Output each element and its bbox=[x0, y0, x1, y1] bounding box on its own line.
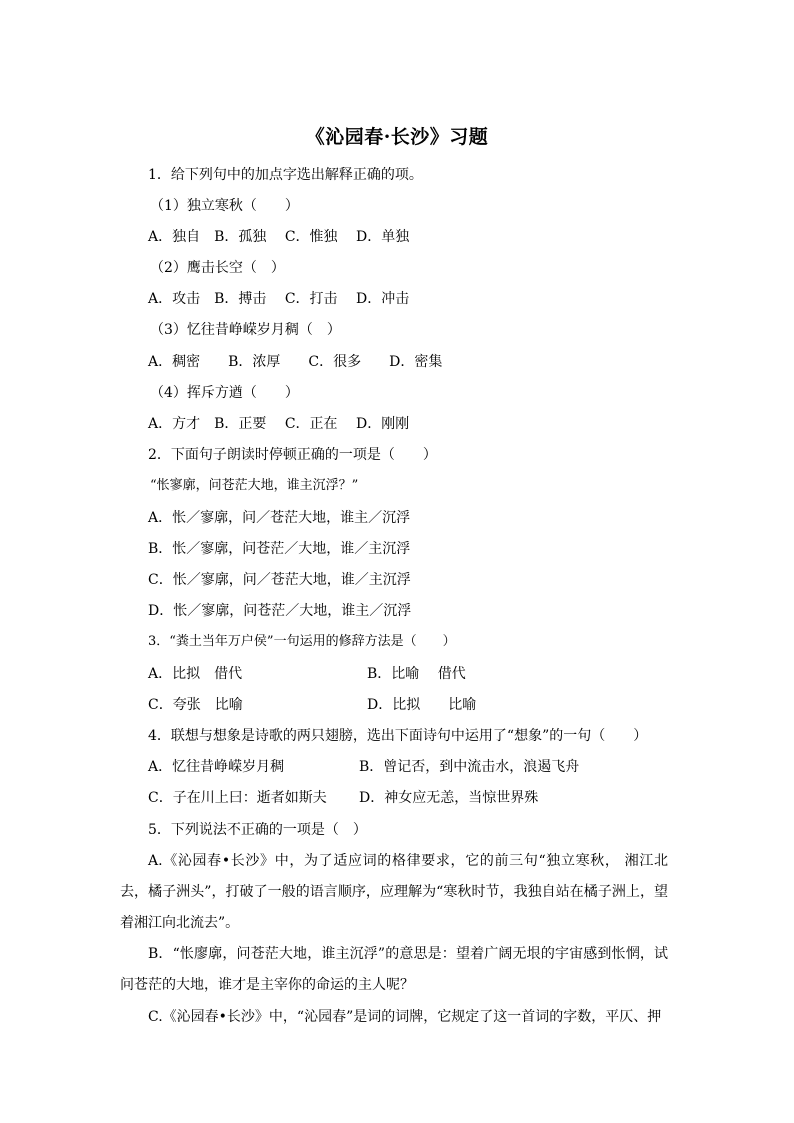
q4-option-d: D．神女应无恙，当惊世界殊 bbox=[359, 790, 539, 806]
q5-stem: 5．下列说法不正确的一项是（ ） bbox=[148, 822, 367, 838]
q3-option-c: C．夸张 比喻 bbox=[148, 697, 243, 713]
q4-stem: 4．联想与想象是诗歌的两只翅膀，选出下面诗句中运用了“想象”的一句（ ） bbox=[148, 728, 648, 744]
q2-option-c: C．怅／寥廓，问／苍茫大地，谁／主沉浮 bbox=[148, 572, 411, 588]
q1-item4-options: A．方才 B．正要 C．正在 D．刚刚 bbox=[148, 416, 410, 432]
page-title: 《沁园春·长沙》习题 bbox=[305, 126, 489, 148]
q1-item1-options: A．独自 B．孤独 C．惟独 D．单独 bbox=[148, 229, 410, 245]
q2-stem: 2．下面句子朗读时停顿正确的一项是（ ） bbox=[148, 447, 437, 463]
q4-option-a: A．忆往昔峥嵘岁月稠 bbox=[148, 759, 285, 775]
q1-item3-prompt: （3）忆往昔峥嵘岁月稠（ ） bbox=[150, 322, 341, 338]
q1-item2-prompt: （2）鹰击长空（ ） bbox=[150, 260, 285, 276]
q2-option-a: A．怅／寥廓，问／苍茫大地，谁主／沉浮 bbox=[148, 510, 411, 526]
q5-option-a: A.《沁园春•长沙》中，为了适应词的格律要求，它的前三句“独立寒秋， 湘江北去，橘子洲头”，打破了一般的语言顺序，应理解为“寒秋时节，我独自站在橘子洲上，望着湘江向北流去”。 bbox=[120, 853, 668, 931]
q4-option-b: B．曾记否，到中流击水，浪遏飞舟 bbox=[359, 759, 580, 775]
q1-item1-prompt: （1）独立寒秋（ ） bbox=[150, 198, 299, 214]
q3-stem: 3．“粪土当年万户侯”一句运用的修辞方法是（ ） bbox=[148, 634, 456, 649]
q1-item3-options: A．稠密 B．浓厚 C．很多 D．密集 bbox=[148, 354, 443, 370]
q1-stem: 1．给下列句中的加点字选出解释正确的项。 bbox=[148, 167, 423, 183]
q3-option-b: B．比喻 借代 bbox=[367, 666, 466, 682]
q1-item4-prompt: （4）挥斥方遒（ ） bbox=[150, 385, 299, 401]
q5-option-b: B．“怅廖廓，问苍茫大地，谁主沉浮”的意思是：望着广阔无垠的宇宙感到怅惘，试问苍茫的大地，谁才是主宰你的命运的主人呢？ bbox=[120, 946, 668, 993]
q2-option-b: B．怅／寥廓，问苍茫／大地，谁／主沉浮 bbox=[148, 541, 411, 557]
q3-option-d: D．比拟 比喻 bbox=[367, 697, 477, 713]
q2-option-d: D．怅／寥廓，问苍茫／大地，谁主／沉浮 bbox=[148, 603, 412, 619]
q5-option-c: C.《沁园春•长沙》中，“沁园春”是词的词牌，它规定了这一首词的字数，平仄、押 bbox=[148, 1009, 662, 1025]
q1-item2-options: A．攻击 B．搏击 C．打击 D．冲击 bbox=[148, 291, 410, 307]
q4-option-c: C．子在川上曰：逝者如斯夫 bbox=[148, 790, 327, 806]
q2-quote: “怅寥廓，问苍茫大地，谁主沉浮？” bbox=[150, 478, 359, 493]
q3-option-a: A．比拟 借代 bbox=[148, 666, 243, 682]
